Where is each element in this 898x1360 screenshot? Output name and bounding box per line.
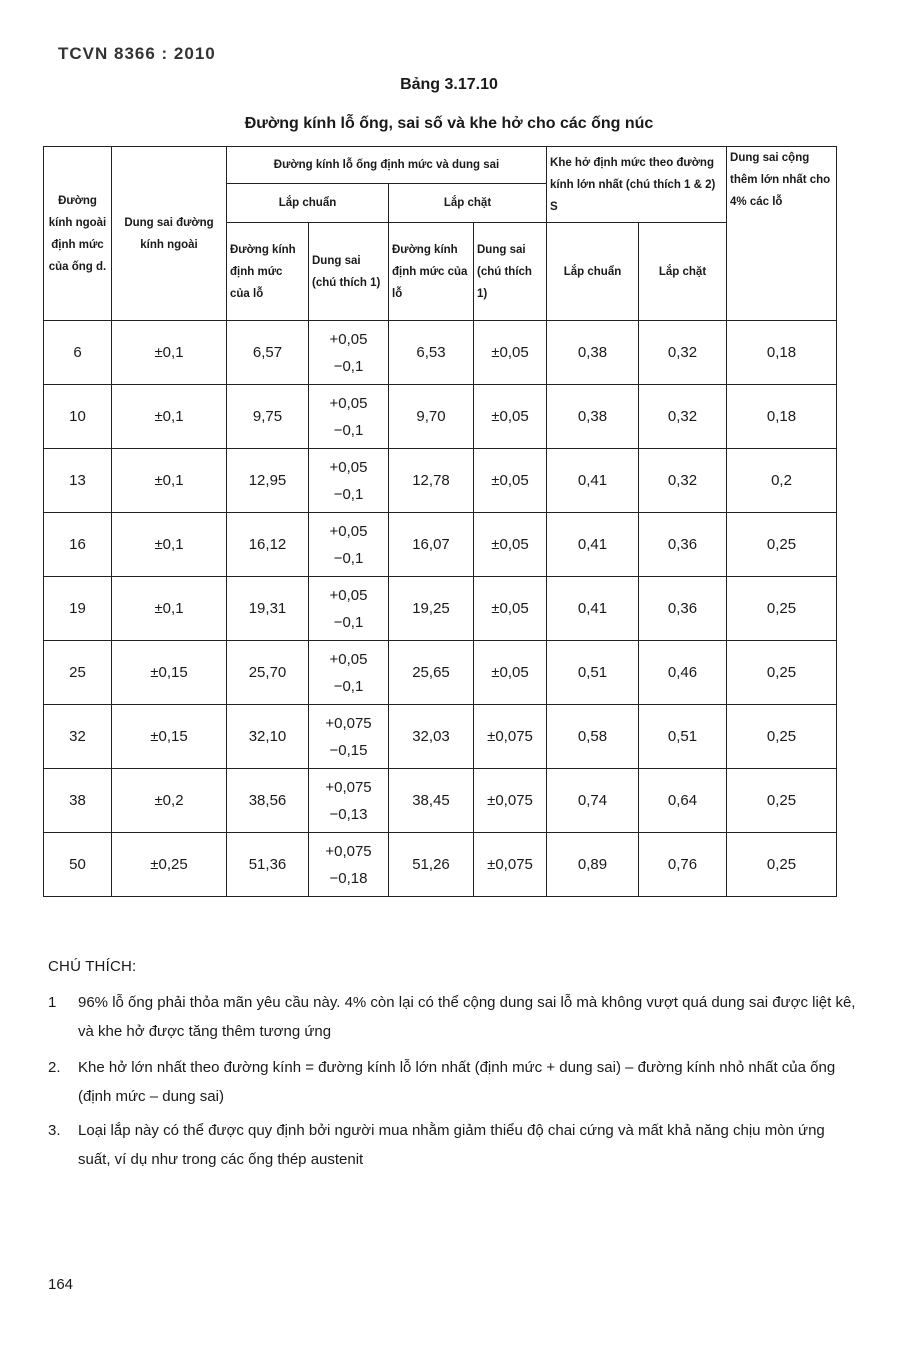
header-clearance-standard: Lắp chuẩn <box>547 223 639 321</box>
cell-outer-tolerance: ±0,1 <box>112 513 227 577</box>
header-clearance-group: Khe hở định mức theo đường kính lớn nhất (chú thích 1 & 2) S <box>547 147 727 223</box>
cell-tight-hole-diameter: 19,25 <box>389 577 474 641</box>
table-number: Bảng 3.17.10 <box>400 76 498 93</box>
header-std-tolerance: Dung sai (chú thích 1) <box>309 223 389 321</box>
table-row <box>44 577 837 641</box>
cell-outer-tolerance: ±0,1 <box>112 385 227 449</box>
cell-tight-hole-diameter: 32,03 <box>389 705 474 769</box>
cell-std-hole-diameter: 19,31 <box>227 577 309 641</box>
tolerance-plus: +0,075 <box>325 714 372 732</box>
cell-clearance-standard: 0,41 <box>547 449 639 513</box>
cell-tight-tolerance: ±0,05 <box>474 641 547 705</box>
cell-tight-tolerance: ±0,05 <box>474 449 547 513</box>
cell-clearance-tight: 0,32 <box>639 321 727 385</box>
cell-clearance-standard: 0,38 <box>547 321 639 385</box>
tolerance-minus: −0,1 <box>333 677 364 695</box>
cell-extra-tolerance: 0,25 <box>727 513 837 577</box>
tolerance-minus: −0,15 <box>329 741 368 759</box>
cell-outer-tolerance: ±0,2 <box>112 769 227 833</box>
cell-clearance-standard: 0,74 <box>547 769 639 833</box>
cell-clearance-standard: 0,38 <box>547 385 639 449</box>
cell-std-hole-diameter: 38,56 <box>227 769 309 833</box>
cell-extra-tolerance: 0,25 <box>727 641 837 705</box>
note-text: Khe hở lớn nhất theo đường kính = đường kính lỗ lớn nhất (định mức + dung sai) – đường kính nhỏ nhất của ống (định mức – dung sai) <box>78 1059 836 1105</box>
cell-tight-tolerance: ±0,05 <box>474 321 547 385</box>
cell-outer-tolerance: ±0,1 <box>112 577 227 641</box>
table-row <box>44 449 837 513</box>
note-item <box>48 988 860 1046</box>
note-item <box>48 1116 860 1174</box>
page-number: 164 <box>48 1276 74 1293</box>
cell-tight-hole-diameter: 16,07 <box>389 513 474 577</box>
header-hole-group: Đường kính lỗ ống định mức và dung sai <box>227 147 547 184</box>
cell-tight-tolerance: ±0,05 <box>474 513 547 577</box>
note-item <box>48 1053 860 1111</box>
cell-extra-tolerance: 0,25 <box>727 769 837 833</box>
cell-clearance-standard: 0,89 <box>547 833 639 897</box>
header-standard-fit: Lắp chuẩn <box>227 184 389 223</box>
tolerance-minus: −0,1 <box>333 549 364 567</box>
cell-outer-diameter: 38 <box>44 769 112 833</box>
tolerance-minus: −0,1 <box>333 485 364 503</box>
cell-extra-tolerance: 0,25 <box>727 577 837 641</box>
cell-clearance-standard: 0,41 <box>547 577 639 641</box>
cell-clearance-tight: 0,76 <box>639 833 727 897</box>
cell-clearance-tight: 0,64 <box>639 769 727 833</box>
tolerance-plus: +0,05 <box>329 458 368 476</box>
table-body <box>44 321 837 897</box>
cell-clearance-tight: 0,51 <box>639 705 727 769</box>
cell-tight-hole-diameter: 6,53 <box>389 321 474 385</box>
cell-clearance-tight: 0,36 <box>639 577 727 641</box>
tolerance-minus: −0,13 <box>329 805 368 823</box>
cell-std-tolerance <box>309 513 389 577</box>
table-row <box>44 705 837 769</box>
cell-outer-diameter: 10 <box>44 385 112 449</box>
cell-std-tolerance <box>309 769 389 833</box>
cell-clearance-tight: 0,32 <box>639 385 727 449</box>
cell-outer-diameter: 19 <box>44 577 112 641</box>
tolerance-plus: +0,05 <box>329 586 368 604</box>
cell-std-hole-diameter: 12,95 <box>227 449 309 513</box>
cell-tight-hole-diameter: 38,45 <box>389 769 474 833</box>
cell-std-hole-diameter: 6,57 <box>227 321 309 385</box>
table-row <box>44 385 837 449</box>
cell-std-tolerance <box>309 833 389 897</box>
cell-std-hole-diameter: 32,10 <box>227 705 309 769</box>
cell-extra-tolerance: 0,25 <box>727 833 837 897</box>
cell-clearance-tight: 0,46 <box>639 641 727 705</box>
cell-clearance-tight: 0,36 <box>639 513 727 577</box>
cell-extra-tolerance: 0,18 <box>727 385 837 449</box>
tolerance-plus: +0,05 <box>329 394 368 412</box>
header-tight-fit: Lắp chặt <box>389 184 547 223</box>
header-tight-tolerance: Dung sai (chú thích 1) <box>474 223 547 321</box>
cell-outer-diameter: 32 <box>44 705 112 769</box>
cell-std-tolerance <box>309 577 389 641</box>
cell-std-hole-diameter: 16,12 <box>227 513 309 577</box>
cell-outer-diameter: 6 <box>44 321 112 385</box>
cell-tight-tolerance: ±0,075 <box>474 705 547 769</box>
tolerance-plus: +0,075 <box>325 842 372 860</box>
cell-std-tolerance <box>309 641 389 705</box>
header-clearance-tight: Lắp chặt <box>639 223 727 321</box>
cell-tight-tolerance: ±0,075 <box>474 833 547 897</box>
cell-std-hole-diameter: 25,70 <box>227 641 309 705</box>
cell-clearance-tight: 0,32 <box>639 449 727 513</box>
cell-outer-tolerance: ±0,15 <box>112 705 227 769</box>
cell-outer-tolerance: ±0,1 <box>112 449 227 513</box>
cell-std-tolerance <box>309 705 389 769</box>
cell-extra-tolerance: 0,18 <box>727 321 837 385</box>
tolerance-minus: −0,1 <box>333 613 364 631</box>
cell-outer-tolerance: ±0,25 <box>112 833 227 897</box>
header-extra-tolerance: Dung sai cộng thêm lớn nhất cho 4% các lỗ <box>727 147 837 321</box>
cell-outer-diameter: 25 <box>44 641 112 705</box>
cell-outer-tolerance: ±0,15 <box>112 641 227 705</box>
table-row <box>44 769 837 833</box>
cell-tight-hole-diameter: 25,65 <box>389 641 474 705</box>
cell-outer-diameter: 13 <box>44 449 112 513</box>
tolerance-minus: −0,1 <box>333 357 364 375</box>
spec-table <box>43 146 837 897</box>
cell-clearance-standard: 0,58 <box>547 705 639 769</box>
tolerance-plus: +0,075 <box>325 778 372 796</box>
note-text: 96% lỗ ống phải thỏa mãn yêu cầu này. 4% còn lại có thể cộng dung sai lỗ mà không vượt quá dung sai được liệt kê, và khe hở được tăng thêm tương ứng <box>78 994 856 1040</box>
header-std-hole-diameter: Đường kính định mức của lỗ <box>227 223 309 321</box>
cell-tight-tolerance: ±0,075 <box>474 769 547 833</box>
note-number: 3. <box>48 1122 61 1139</box>
cell-std-hole-diameter: 9,75 <box>227 385 309 449</box>
cell-tight-tolerance: ±0,05 <box>474 385 547 449</box>
cell-tight-hole-diameter: 9,70 <box>389 385 474 449</box>
table-row <box>44 321 837 385</box>
header-outer-diameter: Đường kính ngoài định mức của ống d. <box>44 147 112 321</box>
cell-clearance-standard: 0,51 <box>547 641 639 705</box>
cell-std-tolerance <box>309 321 389 385</box>
cell-std-tolerance <box>309 449 389 513</box>
tolerance-minus: −0,1 <box>333 421 364 439</box>
cell-std-tolerance <box>309 385 389 449</box>
table-row <box>44 833 837 897</box>
tolerance-plus: +0,05 <box>329 522 368 540</box>
tolerance-plus: +0,05 <box>329 650 368 668</box>
cell-extra-tolerance: 0,2 <box>727 449 837 513</box>
cell-clearance-standard: 0,41 <box>547 513 639 577</box>
cell-tight-hole-diameter: 51,26 <box>389 833 474 897</box>
header-outer-tolerance: Dung sai đường kính ngoài <box>112 147 227 321</box>
table-title: Đường kính lỗ ống, sai số và khe hở cho các ống núc <box>244 115 654 132</box>
header-tight-hole-diameter: Đường kính định mức của lỗ <box>389 223 474 321</box>
tolerance-plus: +0,05 <box>329 330 368 348</box>
table-row <box>44 513 837 577</box>
cell-tight-tolerance: ±0,05 <box>474 577 547 641</box>
note-text: Loại lắp này có thể được quy định bởi người mua nhằm giảm thiểu độ chai cứng và mất khả năng chịu mòn ứng suất, ví dụ như trong các ống thép austenit <box>78 1122 825 1168</box>
note-number: 1 <box>48 994 57 1011</box>
cell-tight-hole-diameter: 12,78 <box>389 449 474 513</box>
document-code: TCVN 8366 : 2010 <box>58 44 216 63</box>
note-number: 2. <box>48 1059 61 1076</box>
tolerance-minus: −0,18 <box>329 869 368 887</box>
table-row <box>44 641 837 705</box>
cell-outer-tolerance: ±0,1 <box>112 321 227 385</box>
notes-heading: CHÚ THÍCH: <box>48 958 137 975</box>
cell-outer-diameter: 50 <box>44 833 112 897</box>
cell-extra-tolerance: 0,25 <box>727 705 837 769</box>
cell-outer-diameter: 16 <box>44 513 112 577</box>
cell-std-hole-diameter: 51,36 <box>227 833 309 897</box>
